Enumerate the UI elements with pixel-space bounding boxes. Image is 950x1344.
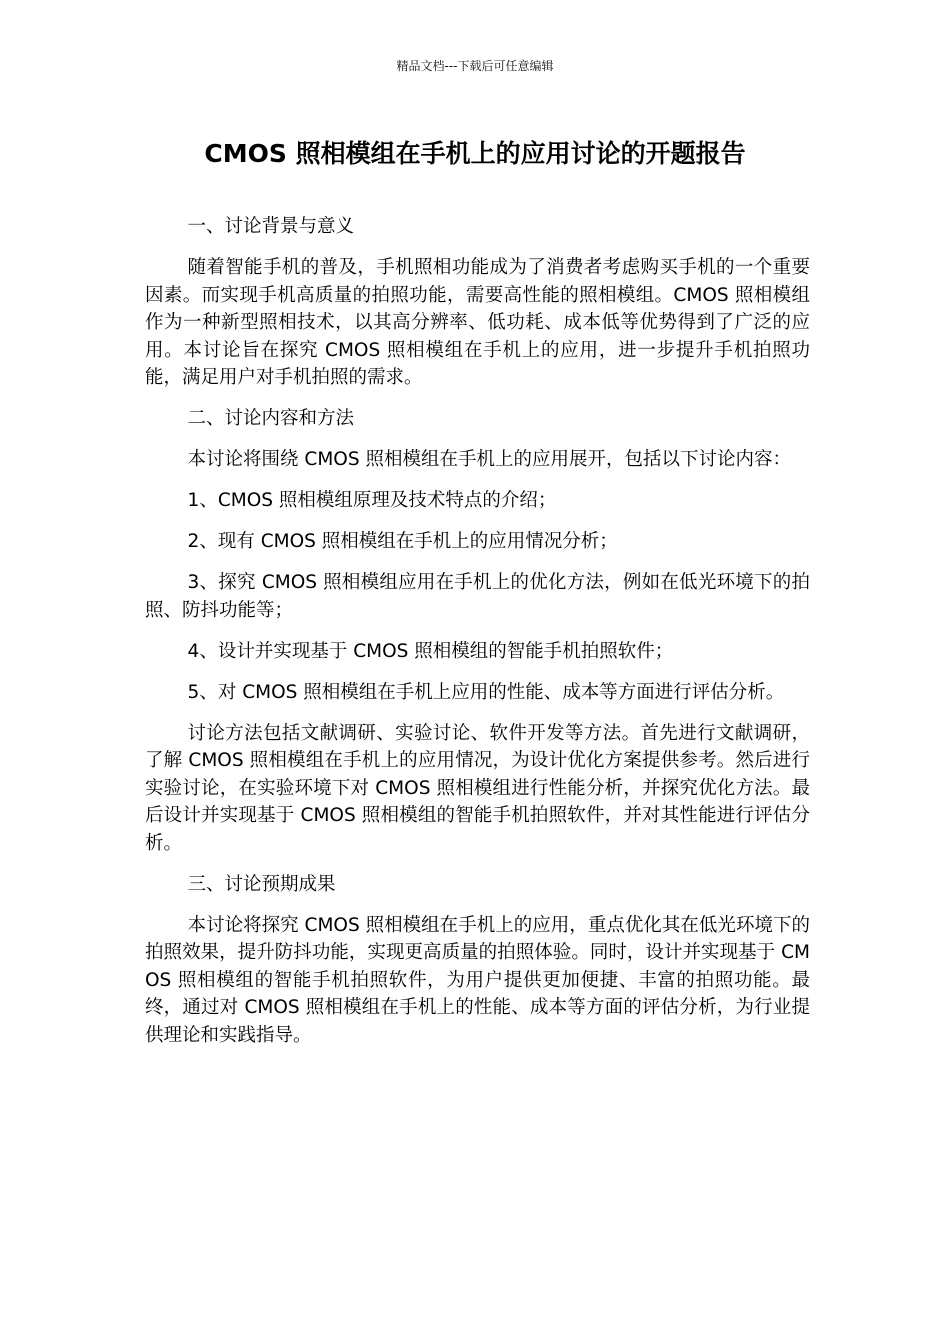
document-title: CMOS 照相模组在手机上的应用讨论的开题报告 bbox=[204, 139, 746, 168]
list-item-2: 2、现有 CMOS 照相模组在手机上的应用情况分析； bbox=[187, 531, 618, 552]
section-heading-expected-results: 三、讨论预期成果 bbox=[187, 873, 336, 895]
header-note: 精品文档---下载后可任意编辑 bbox=[396, 59, 554, 73]
section-heading-content-method: 二、讨论内容和方法 bbox=[187, 408, 355, 429]
paragraph-content-intro: 本讨论将围绕 CMOS 照相模组在手机上的应用展开，包括以下讨论内容： bbox=[187, 449, 791, 470]
paragraph-methods: 讨论方法包括文献调研、实验讨论、软件开发等方法。首先进行文献调研，了解 CMOS 照相模组在手机上的应用情况，为设计优化方案提供参考。然后进行实验讨论，在实验环境下对 CMOS 照相模组进行性能分析，并探究优化方法。最后设计并实现基于 CMOS 照相模组的智能手机拍照软件，并对其性能进行评估分析。 bbox=[145, 722, 810, 854]
list-item-5: 5、对 CMOS 照相模组在手机上应用的性能、成本等方面进行评估分析。 bbox=[187, 681, 785, 703]
paragraph-expected-results: 本讨论将探究 CMOS 照相模组在手机上的应用，重点优化其在低光环境下的拍照效果，提升防抖功能，实现更高质量的拍照体验。同时，设计并实现基于 CMOS 照相模组的智能手机拍照软件，为用户提供更加便捷、丰富的拍照功能。最终，通过对 CMOS 照相模组在手机上的性能、成本等方面的评估分析，为行业提供理论和实践指导。 bbox=[145, 914, 810, 1046]
section-heading-background: 一、讨论背景与意义 bbox=[187, 216, 355, 237]
list-item-4: 4、设计并实现基于 CMOS 照相模组的智能手机拍照软件； bbox=[187, 640, 674, 662]
document-body bbox=[145, 213, 810, 1063]
list-item-1: 1、CMOS 照相模组原理及技术特点的介绍； bbox=[187, 490, 557, 511]
list-item-3: 3、探究 CMOS 照相模组应用在手机上的优化方法，例如在低光环境下的拍照、防抖功能等； bbox=[145, 572, 810, 621]
paragraph-background: 随着智能手机的普及，手机照相功能成为了消费者考虑购买手机的一个重要因素。而实现手机高质量的拍照功能，需要高性能的照相模组。CMOS 照相模组作为一种新型照相技术，以其高分辨率、低功耗、成本低等优势得到了广泛的应用。本讨论旨在探究 CMOS 照相模组在手机上的应用，进一步提升手机拍照功能，满足用户对手机拍照的需求。 bbox=[145, 257, 810, 388]
